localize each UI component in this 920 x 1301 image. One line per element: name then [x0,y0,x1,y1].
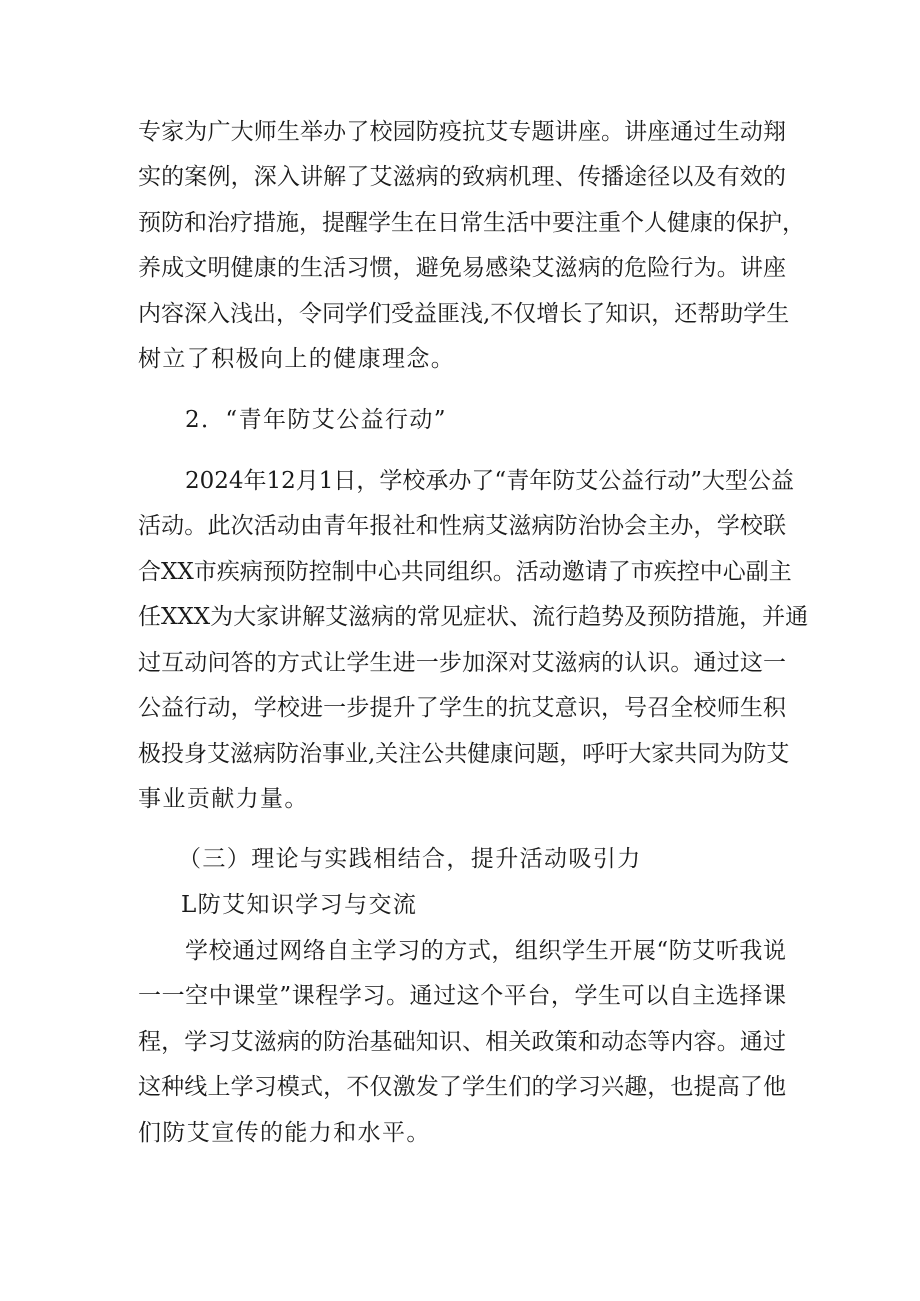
body-line: 专家为广大师生举办了校园防疫抗艾专题讲座。讲座通过生动翔 [138,119,786,145]
body-line: 这种线上学习模式，不仅激发了学生们的学习兴趣，也提高了他 [138,1074,786,1100]
body-line: 一一空中课堂”课程学习。通过这个平台，学生可以自主选择课 [138,983,786,1009]
body-line: 事业贡献力量。 [138,786,309,812]
body-line: 学校通过网络自主学习的方式，组织学生开展“防艾听我说 [185,938,786,964]
body-line: 公益行动，学校进一步提升了学生的抗艾意识，号召全校师生积 [138,695,786,721]
body-line: 养成文明健康的生活习惯，避免易感染艾滋病的危险行为。讲座 [138,255,786,281]
body-line: 极投身艾滋病防治事业,关注公共健康问题，呼吁大家共同为防艾 [138,741,790,767]
body-line: 合XX市疾病预防控制中心共同组织。活动邀请了市疾控中心副主 [138,559,792,585]
body-line: 们防艾宣传的能力和水平。 [138,1120,431,1146]
body-line: 内容深入浅出，令同学们受益匪浅,不仅增长了知识，还帮助学生 [138,301,790,327]
body-line: 实的案例，深入讲解了艾滋病的致病机理、传播途径以及有效的 [138,164,786,190]
body-line: 程，学习艾滋病的防治基础知识、相关政策和动态等内容。通过 [138,1029,786,1055]
body-line: 活动。此次活动由青年报社和性病艾滋病防治协会主办，学校联 [138,513,786,539]
section-heading: （三）理论与实践相结合，提升活动吸引力 [178,846,642,872]
body-line: 任XXX为大家讲解艾滋病的常见症状、流行趋势及预防措施，并通 [138,604,809,630]
subsection-heading: L防艾知识学习与交流 [181,892,418,918]
section-heading: 2．“青年防艾公益行动” [185,407,447,433]
body-line: 过互动问答的方式让学生进一步加深对艾滋病的认识。通过这一 [138,650,786,676]
body-line: 树立了积极向上的健康理念。 [138,346,456,372]
body-line: 预防和治疗措施，提醒学生在日常生活中要注重个人健康的保护， [138,210,805,236]
body-line: 2024年12月1日，学校承办了“青年防艾公益行动”大型公益 [185,468,794,494]
